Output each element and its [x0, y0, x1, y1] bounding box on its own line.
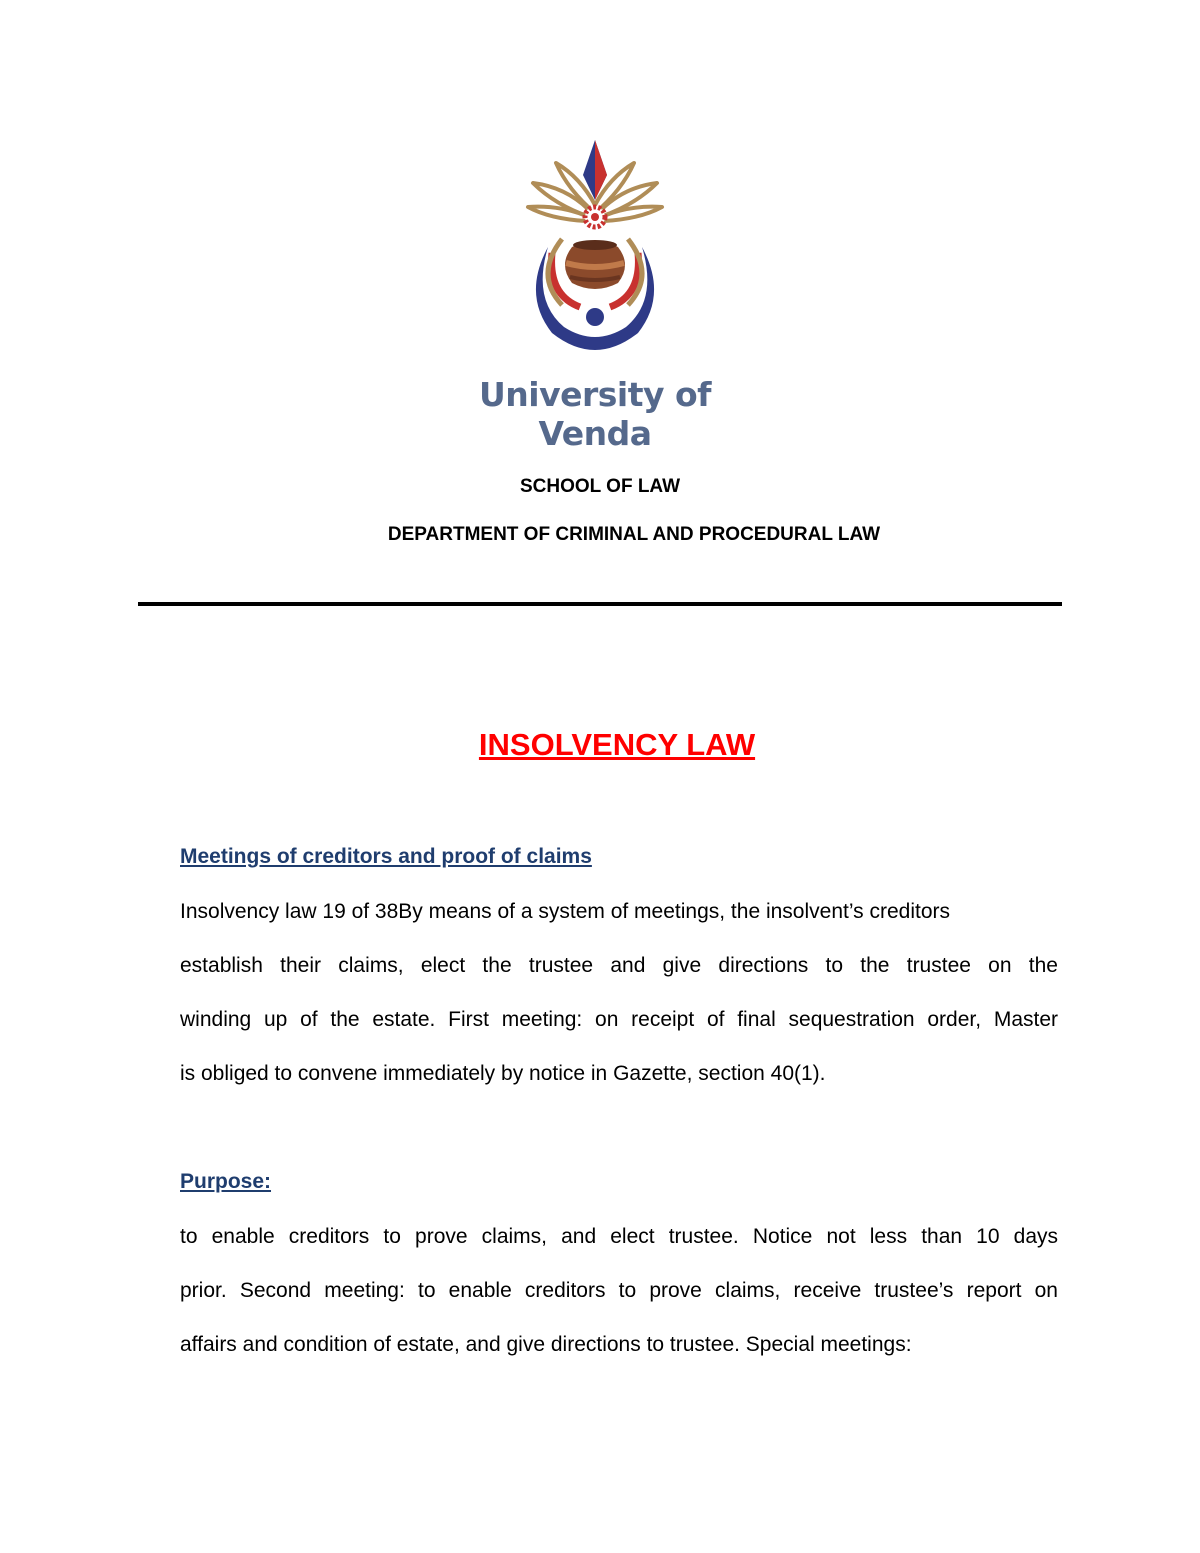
paragraph-line: prior. Second meeting: to enable creditors to prove claims, receive trustee’s report on: [180, 1279, 1058, 1302]
paragraph-line: establish their claims, elect the trustee and give directions to the trustee on the: [180, 954, 1058, 977]
horizontal-divider: [138, 602, 1062, 606]
section-heading-meetings: Meetings of creditors and proof of claims: [180, 845, 592, 868]
university-crest-icon: [430, 135, 760, 370]
school-name: SCHOOL OF LAW: [519, 476, 681, 497]
paragraph-line: to enable creditors to prove claims, and elect trustee. Notice not less than 10 days: [180, 1225, 1058, 1248]
paragraph-line: affairs and condition of estate, and give directions to trustee. Special meetings:: [180, 1333, 912, 1356]
paragraph-line: winding up of the estate. First meeting: on receipt of final sequestration order, Master: [180, 1008, 1058, 1031]
department-name: DEPARTMENT OF CRIMINAL AND PROCEDURAL LAW: [387, 524, 881, 545]
university-logo: [430, 135, 760, 453]
section-heading-purpose: Purpose:: [180, 1170, 272, 1193]
document-title: INSOLVENCY LAW: [478, 727, 756, 762]
paragraph-line: is obliged to convene immediately by notice in Gazette, section 40(1).: [180, 1062, 826, 1085]
paragraph-line: Insolvency law 19 of 38By means of a system of meetings, the insolvent’s creditors: [180, 900, 950, 923]
logo-wordmark: University of Venda: [478, 375, 712, 453]
